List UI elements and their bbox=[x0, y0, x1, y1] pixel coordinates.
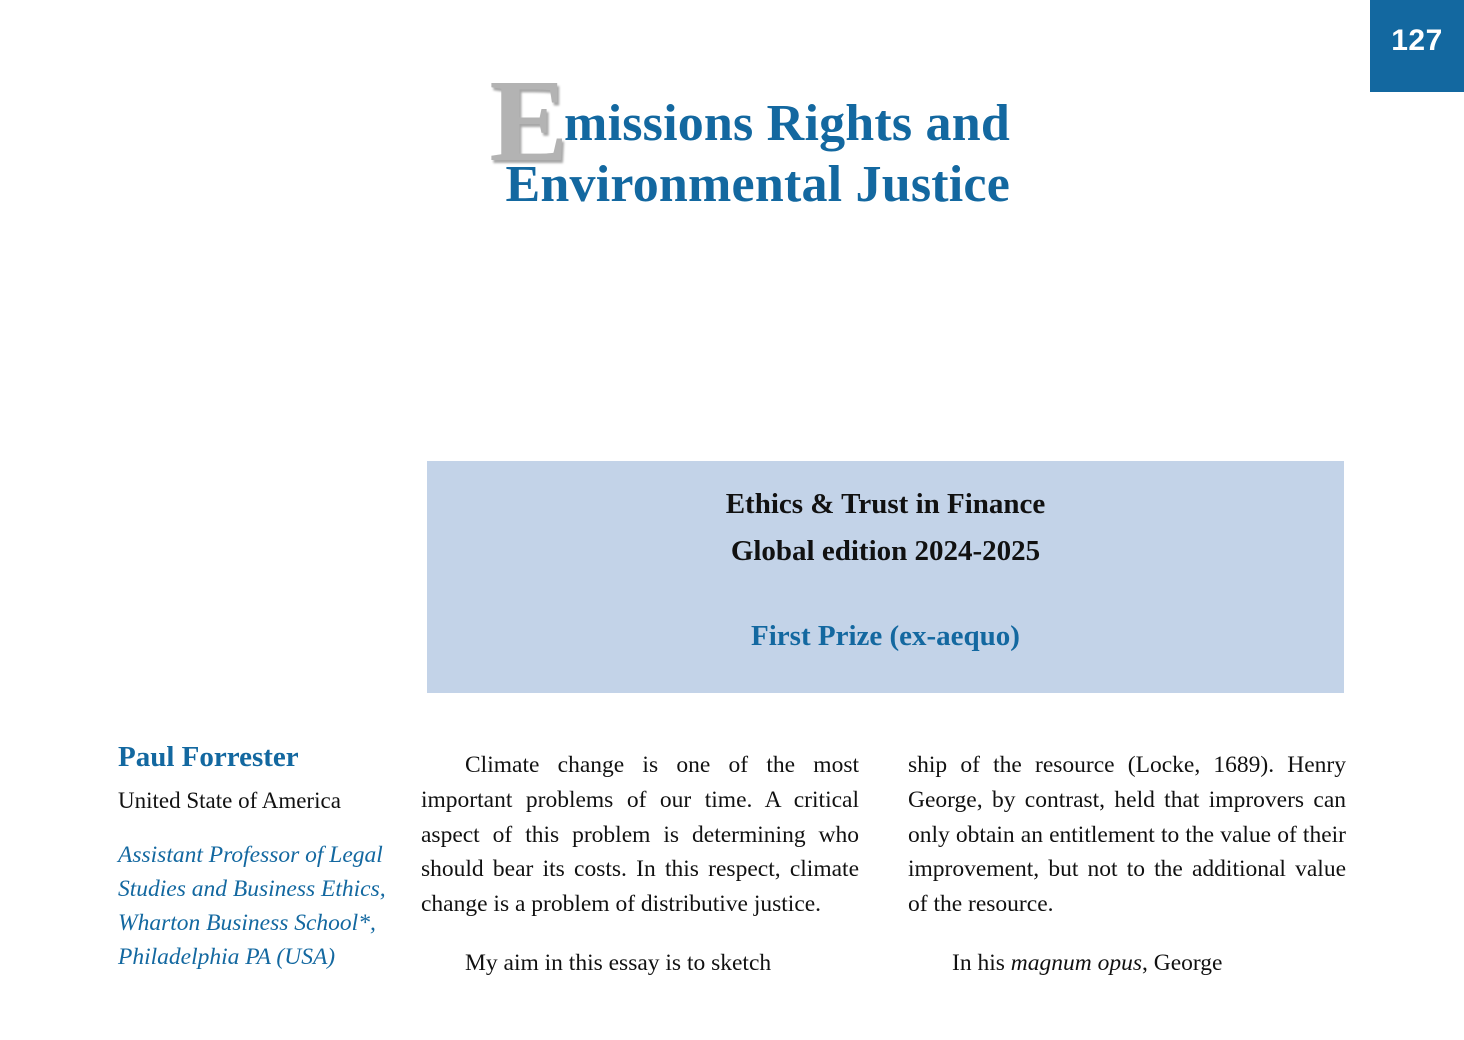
page-number: 127 bbox=[1391, 24, 1443, 57]
paragraph-text-post: , George bbox=[1141, 949, 1223, 976]
award-box bbox=[427, 461, 1344, 693]
title-line-1-text: missions Rights and bbox=[564, 95, 1010, 152]
author-country: United State of America bbox=[118, 787, 341, 813]
body-column-middle bbox=[421, 748, 859, 1005]
page-title bbox=[390, 55, 1010, 216]
title-dropcap: E bbox=[489, 55, 565, 186]
title-line-2: Environmental Justice bbox=[505, 156, 1010, 214]
author-name: Paul Forrester bbox=[118, 741, 299, 773]
competition-name: Ethics & Trust in Finance bbox=[725, 488, 1046, 520]
paragraph: My aim in this essay is to sketch bbox=[465, 949, 772, 976]
paragraph: Climate change is one of the most important problems of our time. A critical aspect of this problem is determining who should bear its costs. In this respect, climate change is a problem of distributive justice. bbox=[421, 752, 859, 918]
competition-edition: Global edition 2024-2025 bbox=[730, 534, 1041, 567]
paragraph-emphasis: magnum opus bbox=[1010, 949, 1142, 976]
prize-label: First Prize (ex-aequo) bbox=[751, 619, 1020, 652]
paragraph bbox=[908, 946, 1346, 981]
page-number-badge bbox=[1370, 0, 1464, 92]
author-affiliation: Assistant Professor of Legal Studies and Business Ethics, Wharton Business School*, Philadelphia PA (USA) bbox=[118, 841, 386, 971]
paragraph: ship of the resource (Locke, 1689). Henry George, by contrast, held that improvers can only obtain an entitlement to the value of their improvement, but not to the additional value of the resource. bbox=[908, 752, 1346, 918]
paragraph-text-pre: In his bbox=[952, 949, 1011, 976]
body-column-right bbox=[908, 748, 1346, 1005]
author-block bbox=[118, 740, 388, 975]
